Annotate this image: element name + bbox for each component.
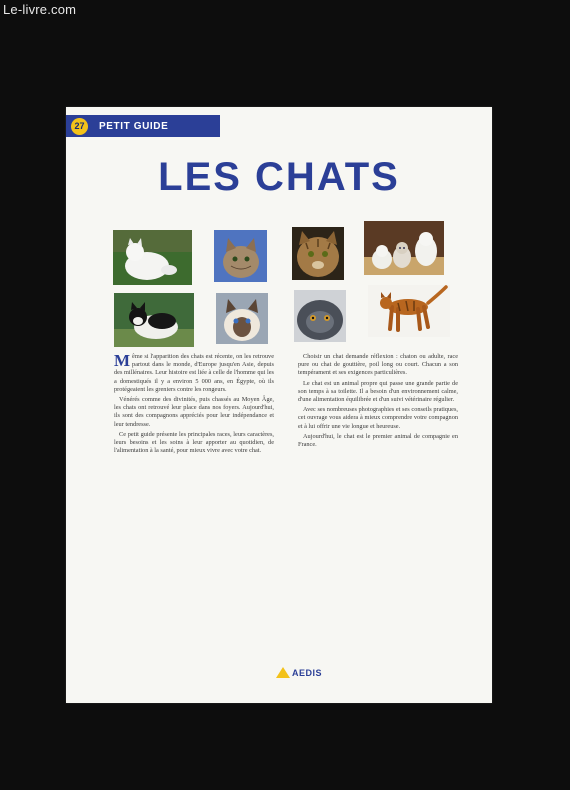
paragraph: Ce petit guide présente les principales races, leurs caractères, leurs besoins et les soins à leur apporter au quotidien, de l'alimentation à la santé, pour mieux vivre avec votre chat. — [114, 430, 274, 455]
publisher-mark-icon — [276, 667, 290, 678]
paragraph: Vénérés comme des divinités, puis chassés au Moyen Âge, les chats ont retrouvé leur place dans nos foyers. Aujourd'hui, ils sont des compagnons appréciés pour leur indépendance et leur tendresse. — [114, 396, 274, 428]
publisher-logo — [276, 667, 322, 678]
text-column-right — [298, 353, 458, 451]
paragraph: Choisir un chat demande réflexion : chaton ou adulte, race pure ou chat de gouttière, poil long ou court. Chacun a son tempérament et ses exigences particulières. — [298, 353, 458, 377]
series-band — [66, 115, 220, 137]
photo-tabby-cat-blue — [214, 230, 267, 282]
dropcap: M — [114, 351, 131, 370]
paragraph: Aujourd'hui, le chat est le premier animal de compagnie en France. — [298, 432, 458, 449]
paragraph: Le chat est un animal propre qui passe une grande partie de son temps à sa toilette. Il a besoin d'un environnement calme, d'une alimentation équilibrée et d'un suivi vétérinaire régulier. — [298, 379, 458, 404]
book-cover — [66, 107, 492, 703]
photo-grey-persian-cat — [294, 290, 346, 342]
photo-white-longhair-cat — [113, 230, 192, 285]
series-label: PETIT GUIDE — [99, 120, 169, 132]
photo-black-white-cat — [114, 293, 194, 347]
photo-tabby-cat-face — [292, 227, 344, 280]
photo-red-tabby-walking — [368, 285, 450, 337]
paragraph: ême si l'apparition des chats est récente, on les retrouve partout dans le monde, d'Europe jusqu'en Asie, depuis des millénaires. Leur histoire est liée à celle de l'homme qui les a domestiqués il y a environ 5 000 ans, en Égypte, où ils protégeaient les greniers contre les rongeurs. — [114, 353, 274, 393]
photo-three-kittens — [364, 221, 444, 275]
photo-siamese-cat — [216, 293, 268, 344]
text-column-left — [114, 353, 274, 457]
site-watermark: Le-livre.com — [3, 2, 77, 17]
series-number-badge: 27 — [71, 118, 88, 135]
paragraph: Avec ses nombreuses photographies et ses conseils pratiques, cet ouvrage vous aidera à mieux comprendre votre compagnon et à lui offrir une vie longue et heureuse. — [298, 406, 458, 430]
publisher-name: AEDIS — [292, 667, 323, 678]
book-title: LES CHATS — [158, 155, 400, 199]
